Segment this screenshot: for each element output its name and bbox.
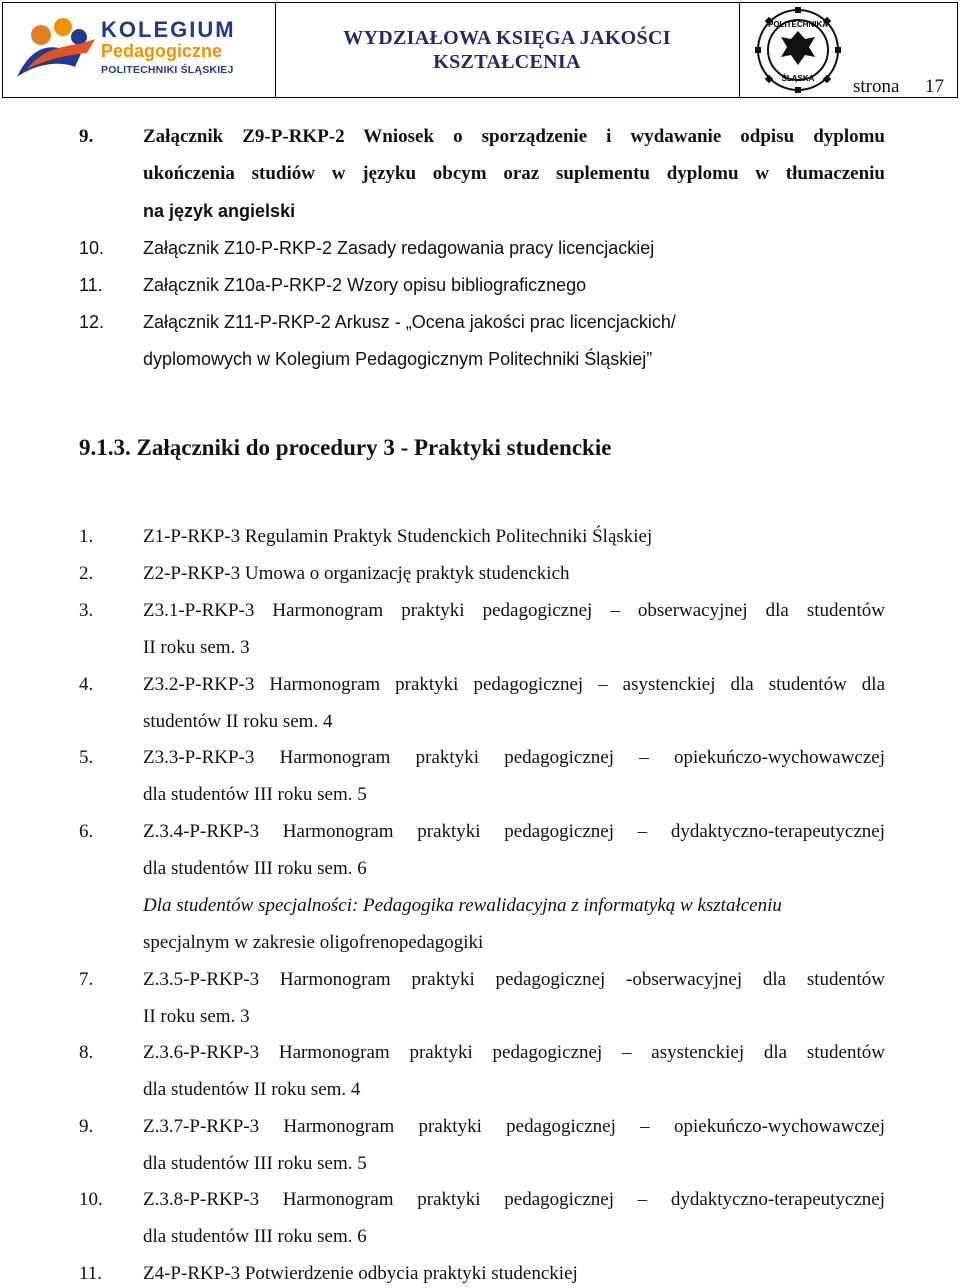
list-item-text: Z.3.5-P-RKP-3 Harmonogram praktyki pedagogicznej -obserwacyjnej dla studentów — [143, 969, 885, 990]
university-emblem-icon — [755, 7, 841, 93]
list-item-text: dla studentów II roku sem. 4 — [143, 1079, 361, 1100]
list-item-text: dla studentów III roku sem. 5 — [143, 1153, 367, 1174]
document-title — [343, 26, 671, 74]
list-item-text: dla studentów III roku sem. 6 — [143, 1226, 367, 1247]
list-item-text: Z3.2-P-RKP-3 Harmonogram praktyki pedagogicznej – asystenckiej dla studentów dla — [143, 674, 885, 695]
specialty-note-continuation: specjalnym w zakresie oligofrenopedagogiki — [143, 932, 484, 953]
university-emblem-cell — [739, 3, 957, 97]
list-item-text: ukończenia studiów w języku obcym oraz suplementu dyplomu w tłumaczeniu — [143, 163, 885, 184]
list-item-number: 6. — [79, 821, 94, 842]
list-item-number: 4. — [79, 674, 94, 695]
list-item-number: 2. — [79, 563, 94, 584]
list-item-text: Z.3.8-P-RKP-3 Harmonogram praktyki pedagogicznej – dydaktyczno-terapeutycznej — [143, 1189, 885, 1210]
document-title-line1: WYDZIAŁOWA KSIĘGA JAKOŚCI — [343, 27, 671, 49]
logo-text-politechniki: POLITECHNIKI ŚLĄSKIEJ — [101, 64, 234, 76]
list-item-number: 8. — [79, 1042, 94, 1063]
list-item-text: Załącznik Z11-P-RKP-2 Arkusz - „Ocena jakości prac licencjackich/ — [143, 312, 676, 332]
list-item-text: Załącznik Z10-P-RKP-2 Zasady redagowania pracy licencjackiej — [143, 238, 655, 258]
list-item-number: 12. — [79, 312, 105, 332]
logo-text-kolegium: KOLEGIUM — [101, 17, 236, 42]
emblem-text-top: POLITECHNIKA — [768, 20, 828, 29]
kolegium-logo-cell — [3, 3, 276, 97]
list-item-text: dla studentów III roku sem. 5 — [143, 784, 367, 805]
header-title-cell — [275, 3, 740, 97]
list-item-text: Załącznik Z10a-P-RKP-2 Wzory opisu bibliograficznego — [143, 275, 587, 295]
list-item-number: 10. — [79, 238, 105, 258]
list-item-text: Z2-P-RKP-3 Umowa o organizację praktyk studenckich — [143, 563, 570, 584]
list-item-number: 5. — [79, 747, 94, 768]
emblem-text-bottom: ŚLĄSKA — [781, 74, 815, 83]
list-item-text: II roku sem. 3 — [143, 1006, 250, 1027]
list-item-number: 11. — [79, 1263, 103, 1284]
list-item-number: 10. — [79, 1189, 103, 1210]
list-item-text: dyplomowych w Kolegium Pedagogicznym Politechniki Śląskiej” — [143, 349, 653, 369]
page-label: strona — [853, 76, 900, 97]
list-item-text: Z.3.6-P-RKP-3 Harmonogram praktyki pedagogicznej – asystenckiej dla studentów — [143, 1042, 885, 1063]
page-number: 17 — [925, 76, 944, 97]
kolegium-logo-mark-icon — [13, 13, 105, 89]
list-item-number: 9. — [79, 126, 94, 147]
list-item-number: 3. — [79, 600, 94, 621]
list-item-number: 11. — [79, 275, 103, 295]
list-item-number: 1. — [79, 526, 94, 547]
list-item-number: 7. — [79, 969, 94, 990]
list-item-text: Z3.1-P-RKP-3 Harmonogram praktyki pedagogicznej – obserwacyjnej dla studentów — [143, 600, 885, 621]
specialty-note: Dla studentów specjalności: Pedagogika rewalidacyjna z informatyką w kształceniu — [143, 895, 782, 916]
list-item-text: Z.3.7-P-RKP-3 Harmonogram praktyki pedagogicznej – opiekuńczo-wychowawczej — [143, 1116, 885, 1137]
section-heading: 9.1.3. Załączniki do procedury 3 - Praktyki studenckie — [79, 435, 612, 460]
list-item-number: 9. — [79, 1116, 94, 1137]
list-item-text: Załącznik Z9-P-RKP-2 Wniosek o sporządzenie i wydawanie odpisu dyplomu — [143, 126, 885, 147]
list-item-text: Z3.3-P-RKP-3 Harmonogram praktyki pedagogicznej – opiekuńczo-wychowawczej — [143, 747, 885, 768]
list-item-text: Z1-P-RKP-3 Regulamin Praktyk Studenckich Politechniki Śląskiej — [143, 526, 653, 547]
list-item-text: Z.3.4-P-RKP-3 Harmonogram praktyki pedagogicznej – dydaktyczno-terapeutycznej — [143, 821, 885, 842]
list-item-text: Z4-P-RKP-3 Potwierdzenie odbycia praktyki studenckiej — [143, 1263, 578, 1284]
list-item-text: dla studentów III roku sem. 6 — [143, 858, 367, 879]
logo-text-pedagogiczne: Pedagogiczne — [101, 41, 223, 61]
list-item-text: na język angielski — [143, 201, 296, 221]
document-title-line2: KSZTAŁCENIA — [433, 51, 581, 73]
page-header — [2, 2, 958, 98]
list-item-text: II roku sem. 3 — [143, 637, 250, 658]
list-item-text: studentów II roku sem. 4 — [143, 711, 333, 732]
